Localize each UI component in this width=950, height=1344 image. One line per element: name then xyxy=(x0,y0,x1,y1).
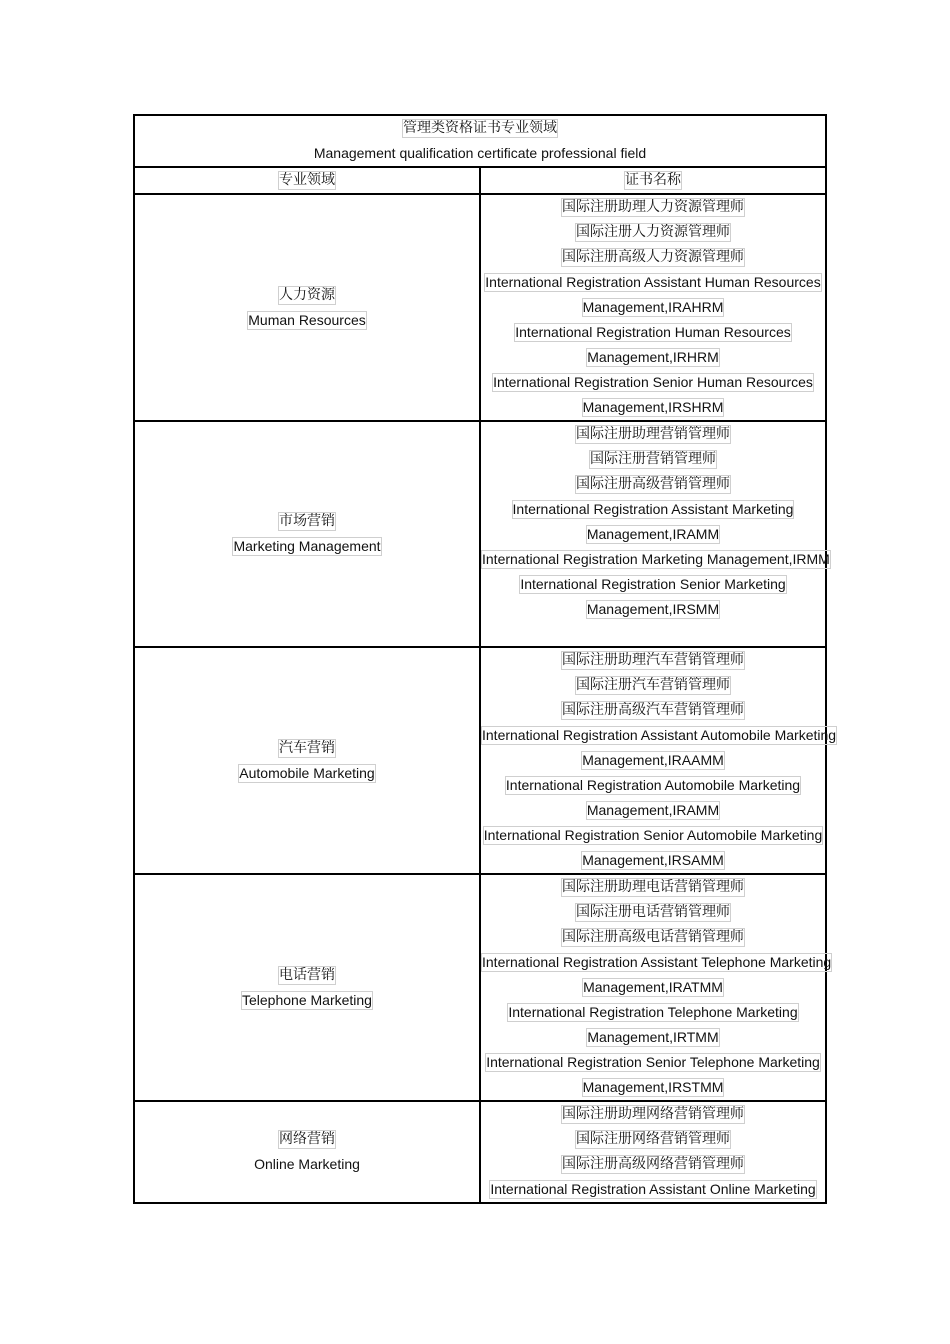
cert-name-line: 国际注册人力资源管理师 xyxy=(576,224,730,240)
cert-name-line: 国际注册汽车营销管理师 xyxy=(576,677,730,693)
field-name-en: Online Marketing xyxy=(254,1156,360,1172)
cert-name-line: Management,IRAMM xyxy=(586,526,720,542)
cert-name-line: International Registration Senior Marketing xyxy=(520,576,786,592)
table-title-zh: 管理类资格证书专业领域 xyxy=(403,120,557,136)
column-header-field-label: 专业领域 xyxy=(279,172,335,188)
column-header-cert xyxy=(480,167,826,194)
cert-name-line: 国际注册营销管理师 xyxy=(590,451,716,467)
cert-name-line: 国际注册助理网络营销管理师 xyxy=(562,1106,744,1122)
cert-name-line: Management,IRAHRM xyxy=(582,299,724,315)
cert-name-line: 国际注册高级电话营销管理师 xyxy=(562,929,744,945)
field-name-zh: 网络营销 xyxy=(279,1131,335,1147)
table-row xyxy=(134,647,826,874)
table-row xyxy=(134,874,826,1101)
field-name-zh: 人力资源 xyxy=(279,286,335,303)
cert-name-line: Management,IRSHRM xyxy=(582,399,724,415)
table-title-en: Management qualification certificate professional field xyxy=(313,145,647,161)
cert-name-line: Management,IRATMM xyxy=(583,979,723,995)
cert-name-line: Management,IRAAMM xyxy=(582,752,724,768)
cert-name-line: International Registration Senior Human Resources xyxy=(493,374,813,390)
field-name-zh: 汽车营销 xyxy=(279,739,335,756)
field-name-en: Automobile Marketing xyxy=(239,764,375,781)
field-name-zh: 市场营销 xyxy=(279,513,335,529)
column-header-field xyxy=(134,167,480,194)
table-row xyxy=(134,421,826,647)
field-cell xyxy=(134,421,480,647)
table-row xyxy=(134,1101,826,1203)
cert-name-line: International Registration Assistant Telephone Marketing xyxy=(482,954,832,970)
cert-name-line: 国际注册高级汽车营销管理师 xyxy=(562,702,744,718)
cert-name-line: International Registration Assistant Automobile Marketing xyxy=(482,727,837,743)
field-name-en: Marketing Management xyxy=(233,538,381,554)
cert-names-cell xyxy=(480,647,837,874)
field-cell xyxy=(134,647,480,874)
field-name-en: Muman Resources xyxy=(248,311,366,328)
cert-name-line: 国际注册助理电话营销管理师 xyxy=(562,879,744,895)
cert-name-line: 国际注册高级营销管理师 xyxy=(576,476,730,492)
field-name-zh: 电话营销 xyxy=(279,966,335,983)
field-name-en: Telephone Marketing xyxy=(242,991,372,1008)
table-row xyxy=(134,194,826,421)
cert-names-cell xyxy=(480,421,830,647)
cert-name-line: 国际注册助理人力资源管理师 xyxy=(562,199,744,215)
cert-names-cell xyxy=(480,874,832,1101)
table-title-cell xyxy=(134,115,826,167)
cert-name-line: Management,IRHRM xyxy=(587,349,719,365)
column-header-row xyxy=(134,167,826,194)
cert-name-line: International Registration Senior Telephone Marketing xyxy=(486,1054,820,1070)
certificate-table xyxy=(133,114,837,1204)
cert-name-line: 国际注册网络营销管理师 xyxy=(576,1131,730,1147)
cert-name-line: International Registration Telephone Marketing xyxy=(508,1004,798,1020)
cert-name-line: International Registration Automobile Marketing xyxy=(505,777,801,793)
cert-name-line: Management,IRTMM xyxy=(587,1029,719,1045)
cert-name-line: International Registration Assistant Online Marketing xyxy=(490,1181,816,1197)
field-cell xyxy=(134,874,480,1101)
cert-name-line: International Registration Human Resources xyxy=(515,324,791,340)
cert-name-line: Management,IRSTMM xyxy=(582,1079,724,1095)
field-cell xyxy=(134,1101,480,1203)
cert-name-line: International Registration Assistant Human Resources xyxy=(485,274,821,290)
cert-name-line: Management,IRAMM xyxy=(586,802,720,818)
cert-name-line: International Registration Marketing Management,IRMM xyxy=(482,551,830,567)
cert-names-cell xyxy=(480,1101,826,1203)
cert-name-line: International Registration Assistant Marketing xyxy=(512,501,794,517)
cert-name-line: 国际注册高级网络营销管理师 xyxy=(562,1156,744,1172)
cert-names-cell xyxy=(480,194,826,421)
cert-name-line: Management,IRSAMM xyxy=(582,852,724,868)
cert-name-line: 国际注册电话营销管理师 xyxy=(576,904,730,920)
cert-name-line: 国际注册助理营销管理师 xyxy=(576,426,730,442)
cert-name-line: Management,IRSMM xyxy=(586,601,720,617)
column-header-cert-label: 证书名称 xyxy=(625,172,681,188)
cert-name-line: 国际注册助理汽车营销管理师 xyxy=(562,652,744,668)
table-title-row xyxy=(134,115,826,167)
field-cell xyxy=(134,194,480,421)
cert-name-line: 国际注册高级人力资源管理师 xyxy=(562,249,744,265)
cert-name-line: International Registration Senior Automobile Marketing xyxy=(483,827,823,843)
